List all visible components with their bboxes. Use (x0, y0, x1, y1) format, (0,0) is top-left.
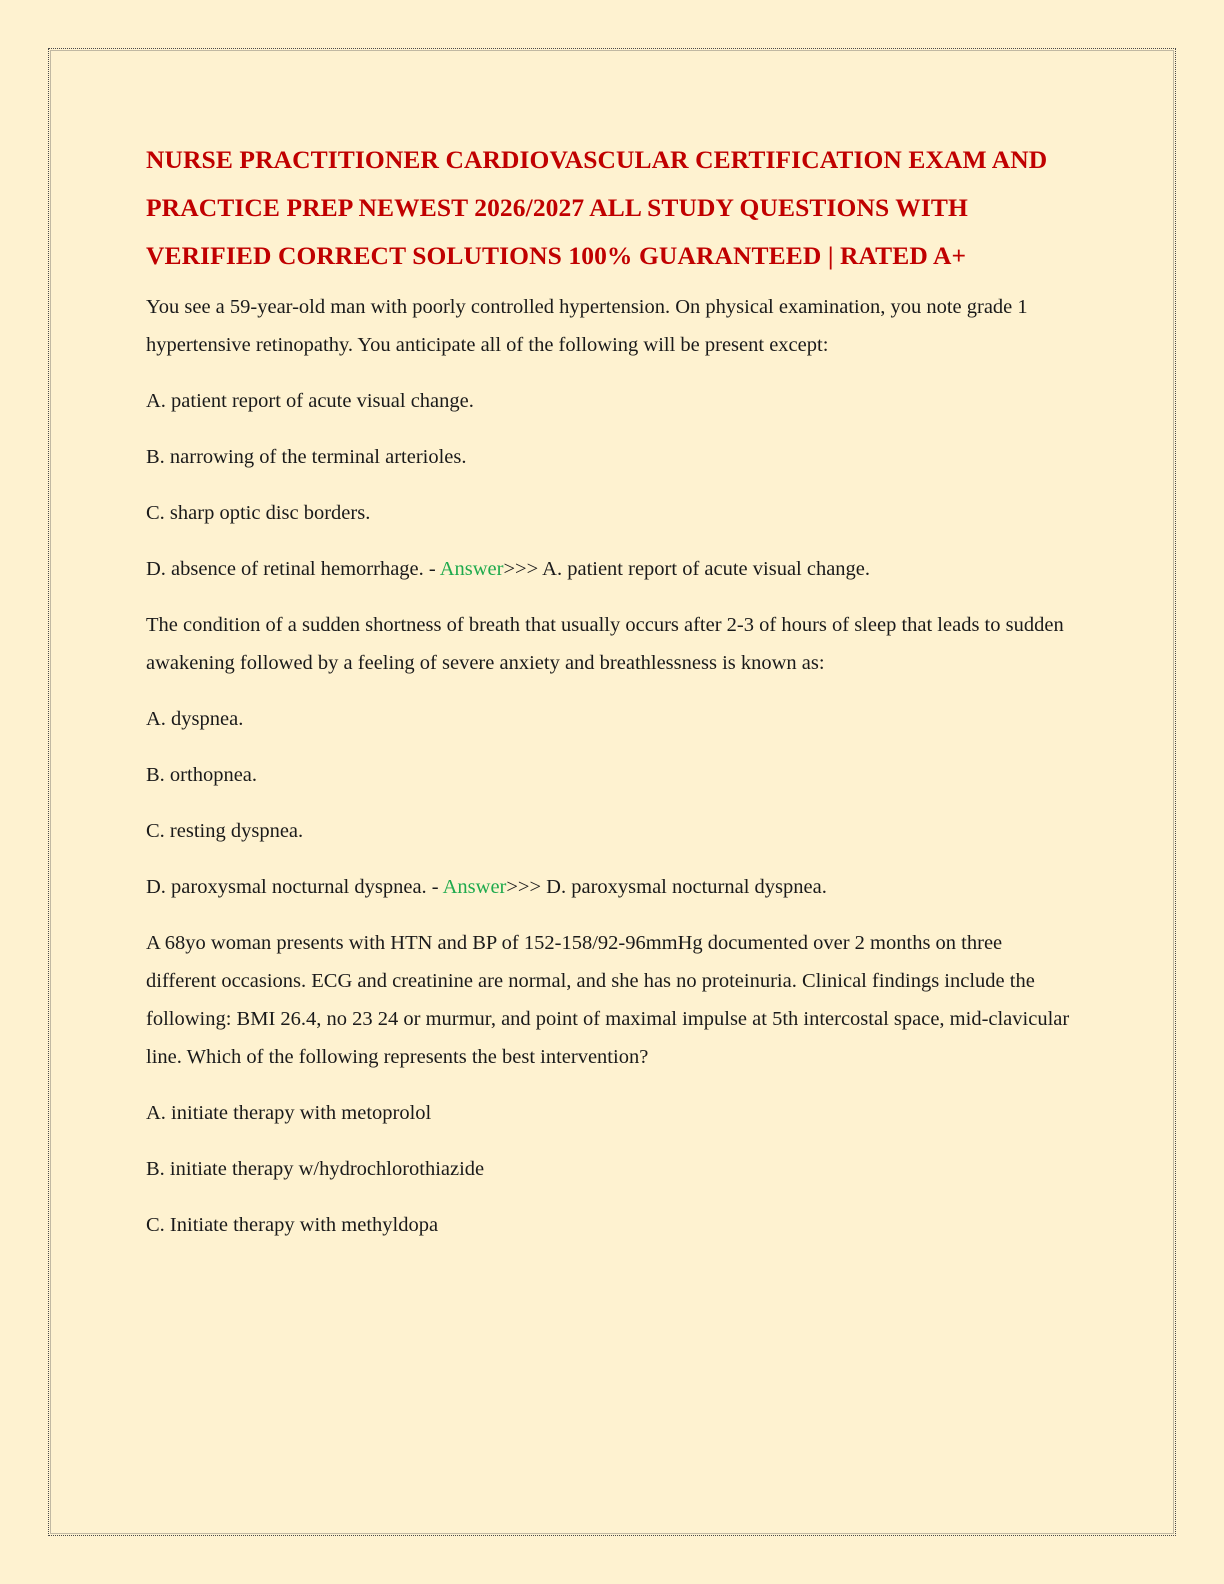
answer-label: Answer (439, 558, 504, 580)
document-body (146, 136, 1076, 1262)
answer-label: Answer (442, 876, 507, 898)
question-3-option-c: C. Initiate therapy with methyldopa (146, 1214, 439, 1236)
question-2-option-c: C. resting dyspnea. (146, 820, 304, 842)
question-2-option-b: B. orthopnea. (146, 764, 258, 786)
question-1-option-a: A. patient report of acute visual change. (146, 390, 474, 412)
question-1-option-d-with-answer (146, 550, 1076, 588)
question-2-stem: The condition of a sudden shortness of breath that usually occurs after 2-3 of hours of sleep that leads to sudden awakening followed by a feeling of severe anxiety and breathlessness is known as: (146, 614, 1064, 674)
question-1-option-d: D. absence of retinal hemorrhage. - (146, 558, 440, 580)
document-title: NURSE PRACTITIONER CARDIOVASCULAR CERTIFICATION EXAM AND PRACTICE PREP NEWEST 2026/2027 ALL STUDY QUESTIONS WITH VERIFIED CORRECT SOLUTIONS 100% GUARANTEED | RATED A+ (146, 145, 1048, 270)
question-2-option-d-with-answer (146, 868, 1076, 906)
question-1-answer: >>> A. patient report of acute visual change. (503, 558, 871, 580)
question-3-option-a: A. initiate therapy with metoprolol (146, 1102, 432, 1124)
question-1-option-c: C. sharp optic disc borders. (146, 502, 371, 524)
question-3-option-b: B. initiate therapy w/hydrochlorothiazide (146, 1158, 485, 1180)
question-2-answer: >>> D. paroxysmal nocturnal dyspnea. (506, 876, 827, 898)
question-2-option-d: D. paroxysmal nocturnal dyspnea. - (146, 876, 443, 898)
question-1-stem: You see a 59-year-old man with poorly controlled hypertension. On physical examination, you note grade 1 hypertensive retinopathy. You anticipate all of the following will be present except: (146, 296, 1028, 356)
question-3-stem: A 68yo woman presents with HTN and BP of 152-158/92-96mmHg documented over 2 months on three different occasions. ECG and creatinine are normal, and she has no proteinuria. Clinical findings include the following: BMI 26.4, no 23 24 or murmur, and point of maximal impulse at 5th intercostal space, mid-clavicular line. Which of the following represents the best intervention? (146, 932, 1070, 1068)
question-1-option-b: B. narrowing of the terminal arterioles. (146, 446, 467, 468)
question-2-option-a: A. dyspnea. (146, 708, 244, 730)
